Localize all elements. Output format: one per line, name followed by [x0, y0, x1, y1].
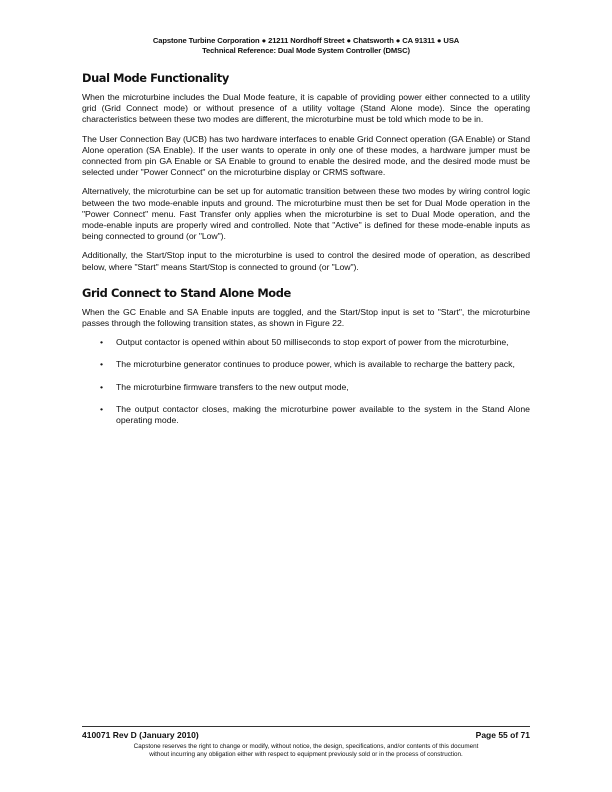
list-item-text: The microturbine firmware transfers to the new output mode, [116, 381, 349, 392]
footer-disclaimer [82, 743, 530, 759]
footer-doc-id: 410071 Rev D (January 2010) [82, 730, 199, 740]
list-item [82, 337, 530, 348]
page-header [0, 36, 612, 56]
section-heading-grid-to-standalone: Grid Connect to Stand Alone Mode [82, 286, 291, 300]
section-heading-dual-mode: Dual Mode Functionality [82, 72, 229, 85]
footer-divider [82, 726, 530, 727]
paragraph: When the GC Enable and SA Enable inputs are toggled, and the Start/Stop input is set to "Start", the microturbine passes through the following transition states, as shown in Figure 22. [82, 306, 530, 329]
list-item-text: Output contactor is opened within about 50 milliseconds to stop export of power from the microturbine, [116, 337, 509, 348]
header-address: Capstone Turbine Corporation ● 21211 Nordhoff Street ● Chatsworth ● CA 91311 ● USA [152, 36, 460, 45]
transition-list [82, 337, 530, 426]
paragraph: The User Connection Bay (UCB) has two hardware interfaces to enable Grid Connect operation (GA Enable) or Stand Alone operation (SA Enable). If the user wants to operate in only one of these modes, a hardware jumper must be connected from pin GA Enable or SA Enable to ground to enable the desired mode, and the desired mode must be selected under "Power Connect" on the microturbine display or CRMS software. [82, 133, 530, 178]
bullet-icon: • [100, 381, 104, 392]
footer-disclaimer-line: Capstone reserves the right to change or modify, without notice, the design, specifications, and/or contents of this document [133, 743, 479, 750]
paragraph: Alternatively, the microturbine can be set up for automatic transition between these two modes by wiring control logic between the two mode-enable inputs and ground. The microturbine must then be set for Dual Mode operation in the "Power Connect" menu. Fast Transfer only applies when the microturbine is set to Dual Mode operation, and the mode-enable inputs are properly wired and controlled. Note that "Active" is defined for these mode-enable inputs as being connected to ground (or "Low"). [82, 186, 530, 242]
list-item-text: The microturbine generator continues to produce power, which is available to recharge the battery pack, [116, 359, 515, 370]
paragraph: When the microturbine includes the Dual Mode feature, it is capable of providing power either connected to a utility grid (Grid Connect mode) or without presence of a utility voltage (Stand Alone mode). Since the operating characteristics between these two modes are different, the microturbine must be told which mode to be in. [82, 92, 530, 125]
paragraph: Additionally, the Start/Stop input to the microturbine is used to control the desired mode of operation, as described below, where "Start" means Start/Stop is connected to ground (or "Low"). [82, 250, 530, 272]
bullet-icon: • [100, 337, 104, 348]
page-body [82, 72, 530, 437]
bullet-icon: • [100, 403, 104, 414]
header-doc-title: Technical Reference: Dual Mode System Controller (DMSC) [202, 46, 410, 55]
list-item-text: The output contactor closes, making the microturbine power available to the system in the Stand Alone operating mode. [116, 403, 530, 426]
footer-disclaimer-line: without incurring any obligation either with respect to equipment previously sold or in the process of construction. [149, 751, 463, 759]
list-item [82, 404, 530, 426]
footer-page-number: Page 55 of 71 [475, 730, 530, 740]
list-item [82, 359, 530, 370]
list-item [82, 382, 530, 393]
bullet-icon: • [100, 359, 104, 370]
